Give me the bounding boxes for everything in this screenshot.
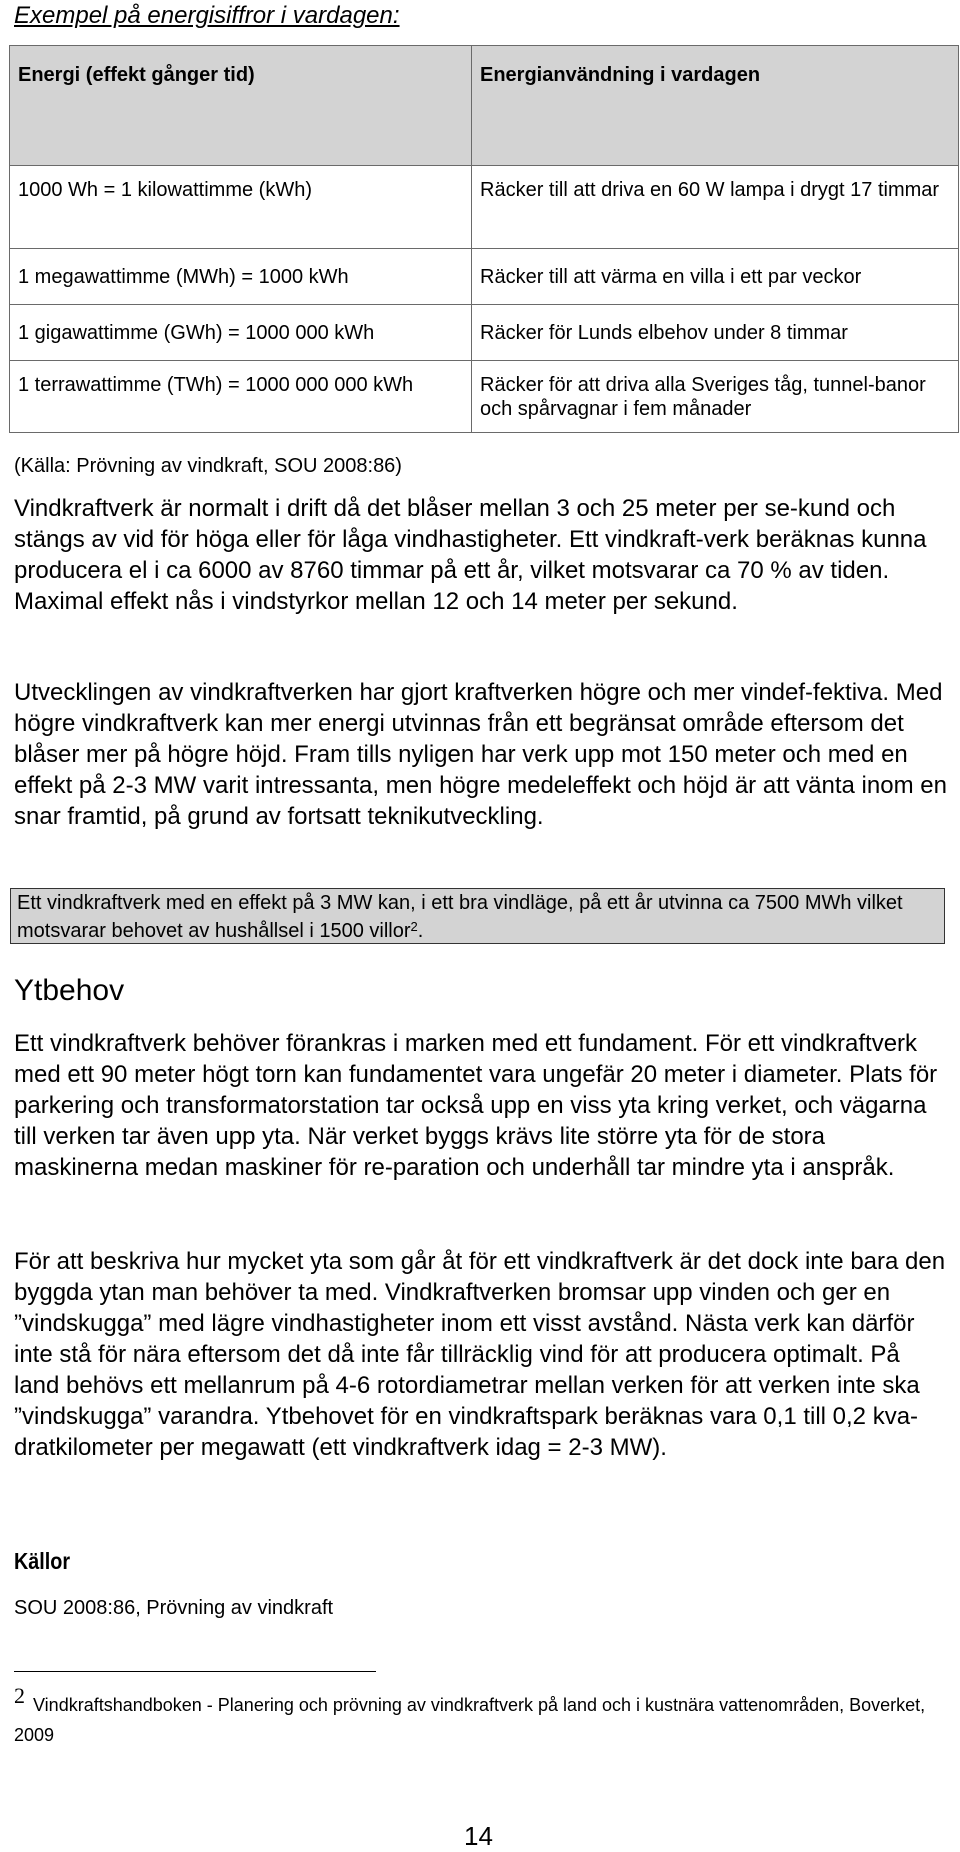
table-cell-energy: 1 megawattimme (MWh) = 1000 kWh bbox=[10, 249, 472, 305]
section-heading: Ytbehov bbox=[14, 974, 125, 1007]
energy-table bbox=[9, 45, 959, 433]
table-source-note: (Källa: Prövning av vindkraft, SOU 2008:86) bbox=[14, 455, 402, 477]
table-cell-energy: 1000 Wh = 1 kilowattimme (kWh) bbox=[10, 166, 472, 249]
table-header-row bbox=[10, 46, 959, 166]
fact-box-text: Ett vindkraftverk med en effekt på 3 MW kan, i ett bra vindläge, på ett år utvinna ca 7500 MWh vilket motsvarar behovet av hushållsel i 1500 villor bbox=[17, 892, 903, 942]
table-header-energy: Energi (effekt gånger tid) bbox=[10, 46, 472, 166]
table-row bbox=[10, 249, 959, 305]
table-cell-usage: Räcker till att värma en villa i ett par veckor bbox=[472, 249, 959, 305]
table-cell-energy: 1 gigawattimme (GWh) = 1000 000 kWh bbox=[10, 305, 472, 361]
paragraph-foundation: Ett vindkraftverk behöver förankras i marken med ett fundament. För ett vindkraftverk med ett 90 meter högt torn kan fundamentet vara ungefär 20 meter i diameter. Plats för parkering och transformatorstation tar också upp en viss yta kring verket, och vägarna till verken tar även upp yta. När verket byggs krävs lite större yta för de stora maskinerna medan maskiner för re-paration och underhåll tar mindre yta i anspråk. bbox=[14, 1030, 938, 1181]
paragraph-development: Utvecklingen av vindkraftverken har gjort kraftverken högre och mer vindef-fektiva. Med högre vindkraftverk kan mer energi utvinnas från ett begränsat område eftersom det blåser mer på högre höjd. Fram tills nyligen har verk upp mot 150 meter och med en effekt på 2-3 MW varit intressanta, men högre medeleffekt och höjd är att vänta inom en snar framtid, på grund av fortsatt teknikutveckling. bbox=[14, 679, 947, 830]
table-cell-usage: Räcker till att driva en 60 W lampa i drygt 17 timmar bbox=[472, 166, 959, 249]
page-number: 14 bbox=[464, 1821, 493, 1851]
footnote bbox=[14, 1681, 954, 1750]
footnote-text: Vindkraftshandboken - Planering och prövning av vindkraftverk på land och i kustnära vattenområden, Boverket, 2009 bbox=[14, 1695, 926, 1745]
table-row bbox=[10, 361, 959, 433]
footnote-number: 2 bbox=[14, 1683, 25, 1708]
paragraph-operation: Vindkraftverk är normalt i drift då det blåser mellan 3 och 25 meter per se-kund och stängs av vid för höga eller för låga vindhastigheter. Ett vindkraft-verk beräknas kunna producera el i ca 6000 av 8760 timmar på ett år, vilket motsvarar ca 70 % av tiden. Maximal effekt nås i vindstyrkor mellan 12 och 14 meter per sekund. bbox=[14, 495, 927, 615]
source-reference: SOU 2008:86, Prövning av vindkraft bbox=[14, 1597, 334, 1619]
table-cell-usage: Räcker för Lunds elbehov under 8 timmar bbox=[472, 305, 959, 361]
footnote-reference: 2 bbox=[410, 919, 418, 934]
sources-heading: Källor bbox=[14, 1548, 71, 1574]
intro-heading: Exempel på energisiffror i vardagen: bbox=[14, 2, 400, 29]
table-header-usage: Energianvändning i vardagen bbox=[472, 46, 959, 166]
paragraph-area: För att beskriva hur mycket yta som går åt för ett vindkraftverk är det dock inte bara den byggda ytan man behöver ta med. Vindkraftverken bromsar upp vinden och ger en ”vindskugga” med lägre vindhastigheter inom ett visst avstånd. Nästa verk kan därför inte stå för nära eftersom det då inte får tillräcklig vind för att producera optimalt. På land behövs ett mellanrum på 4-6 rotordiametrar mellan verken för att verken inte ska ”vindskugga” varandra. Ytbehovet för en vindkraftspark beräknas vara 0,1 till 0,2 kva-dratkilometer per megawatt (ett vindkraftverk idag = 2-3 MW). bbox=[14, 1248, 946, 1461]
fact-box bbox=[10, 888, 945, 944]
table-cell-energy: 1 terrawattimme (TWh) = 1000 000 000 kWh bbox=[10, 361, 472, 433]
fact-box-end: . bbox=[417, 920, 424, 942]
table-cell-usage: Räcker för att driva alla Sveriges tåg, tunnel-banor och spårvagnar i fem månader bbox=[472, 361, 959, 433]
table-row bbox=[10, 305, 959, 361]
table-row bbox=[10, 166, 959, 249]
footnote-divider bbox=[14, 1671, 376, 1672]
